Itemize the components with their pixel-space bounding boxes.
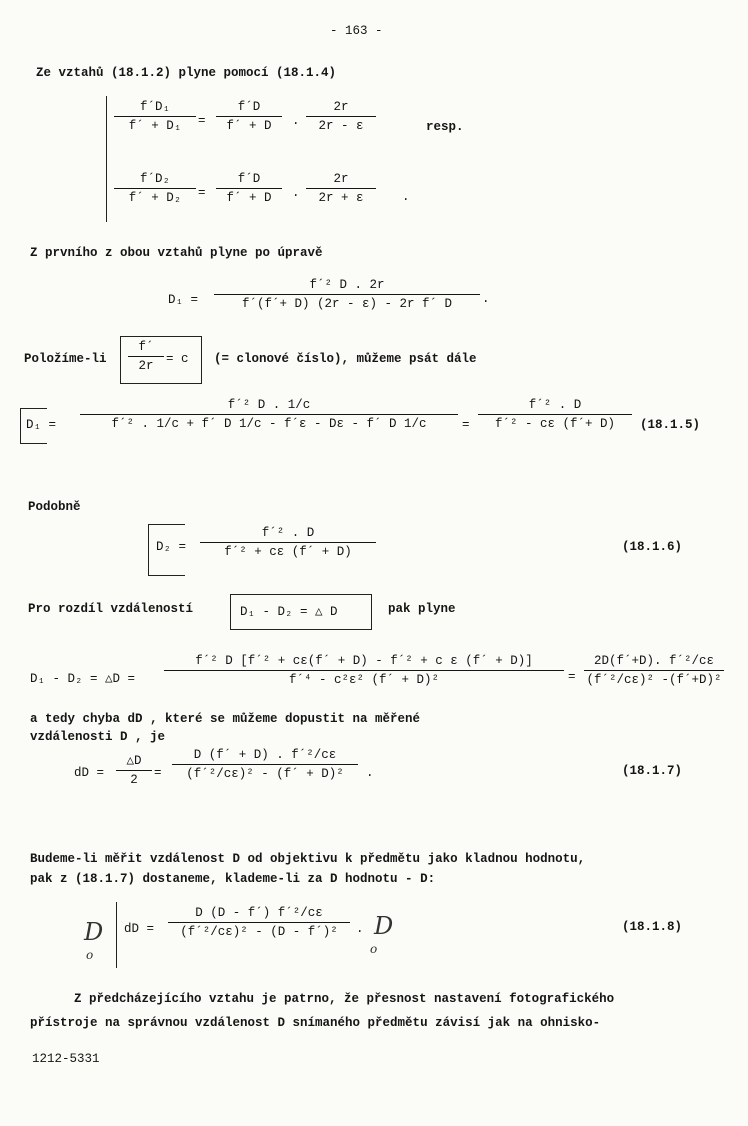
intro-text: Ze vztahů (18.1.2) plyne pomocí (18.1.4): [36, 66, 337, 80]
text-chyba-1: a tedy chyba dD , které se můžeme dopustit na měřené: [30, 712, 421, 726]
eq-label-18-1-5: (18.1.5): [640, 418, 701, 432]
paragraph-line-1: Z předcházejícího vztahu je patrno, že přesnost nastavení fotografického: [74, 992, 615, 1006]
eq-a-mid-fraction: $\frac{f´D}{f´ + D}$: [216, 100, 282, 133]
text-first: Z prvního z obou vztahů plyne po úpravě: [30, 246, 323, 260]
handwritten-d-right: D: [374, 912, 394, 940]
eq-1817-lhs-fraction: $\frac{\triangle D}{2}$: [116, 752, 152, 787]
text-podobne: Podobně: [28, 500, 81, 514]
eq-label-18-1-7: (18.1.7): [622, 764, 683, 778]
eq-1815-fraction-2: $\frac{\text{f´² . D}}{\text{f´² - cε (f´+ D)}}$: [478, 398, 632, 431]
eq-label-18-1-8: (18.1.8): [622, 920, 683, 934]
eq-a-left-fraction: $\frac{\text{f´D₁}}{\text{f´ + D₁}}$: [114, 100, 196, 133]
footer-code: 1212-5331: [32, 1052, 100, 1066]
eq-1817-fraction: $\frac{\text{D (f´ + D) . f´²/cε}}{\text{(f´²/cε)² - (f´ + D)²}}$: [172, 748, 358, 781]
page-number: - 163 -: [330, 24, 383, 38]
eq-a-right-fraction: $\frac{2r}{2r - \varepsilon}$: [306, 100, 376, 133]
handwritten-d-left: D: [84, 918, 104, 946]
left-bracket: [106, 96, 107, 222]
handwritten-sub-right: o: [370, 942, 378, 956]
paragraph-line-2: přístroje na správnou vzdálenost D snímaného předmětu závisí jak na ohnisko-: [30, 1016, 601, 1030]
left-bracket-1818: [116, 902, 117, 968]
eq-delta-fraction: $\frac{\text{f´² D [f´² + cε(f´ + D) - f´² + c ε (f´ + D)]}}{\text{f´⁴ - c²ε² (f´ + D)²}}$: [164, 654, 564, 687]
text-budeme-2: pak z (18.1.7) dostaneme, klademe-li za D hodnotu - D:: [30, 872, 436, 886]
text-chyba-2: vzdálenosti D , je: [30, 730, 166, 744]
eq-d1-fraction: $\frac{\text{f´² D . 2r}}{\text{f´(f´+ D) (2r - ε) - 2r f´ D}}$: [214, 278, 480, 311]
eq-1816-fraction: $\frac{\text{f´² . D}}{\text{f´² + cε (f´ + D)}}$: [200, 526, 376, 559]
text-budeme-1: Budeme-li měřit vzdálenost D od objektivu k předmětu jako kladnou hodnotu,: [30, 852, 586, 866]
eq-b-left-fraction: $\frac{\text{f´D₂}}{\text{f´ + D₂}}$: [114, 172, 196, 205]
eq-label-18-1-6: (18.1.6): [622, 540, 683, 554]
eq-1818-fraction: $\frac{\text{D (D - f´) f´²/cε}}{\text{(f´²/cε)² - (D - f´)²}}$: [168, 906, 350, 939]
eq-b-mid-fraction: $\frac{f´D}{f´ + D}$: [216, 172, 282, 205]
eq-b-right-fraction: $\frac{2r}{2r + \varepsilon}$: [306, 172, 376, 205]
handwritten-sub-left: o: [86, 948, 94, 962]
eq-delta-fraction-2: $\frac{\text{2D(f´+D). f´²/cε}}{\text{(f´²/cε)² -(f´+D)²}}$: [584, 654, 724, 687]
c-fraction: $\frac{f´}{2r}$: [128, 340, 164, 373]
eq-1815-fraction: $\frac{\text{f´² D . 1/c}}{\text{f´² . 1/c + f´ D 1/c - f´ε - Dε - f´ D 1/c}}$: [80, 398, 458, 431]
